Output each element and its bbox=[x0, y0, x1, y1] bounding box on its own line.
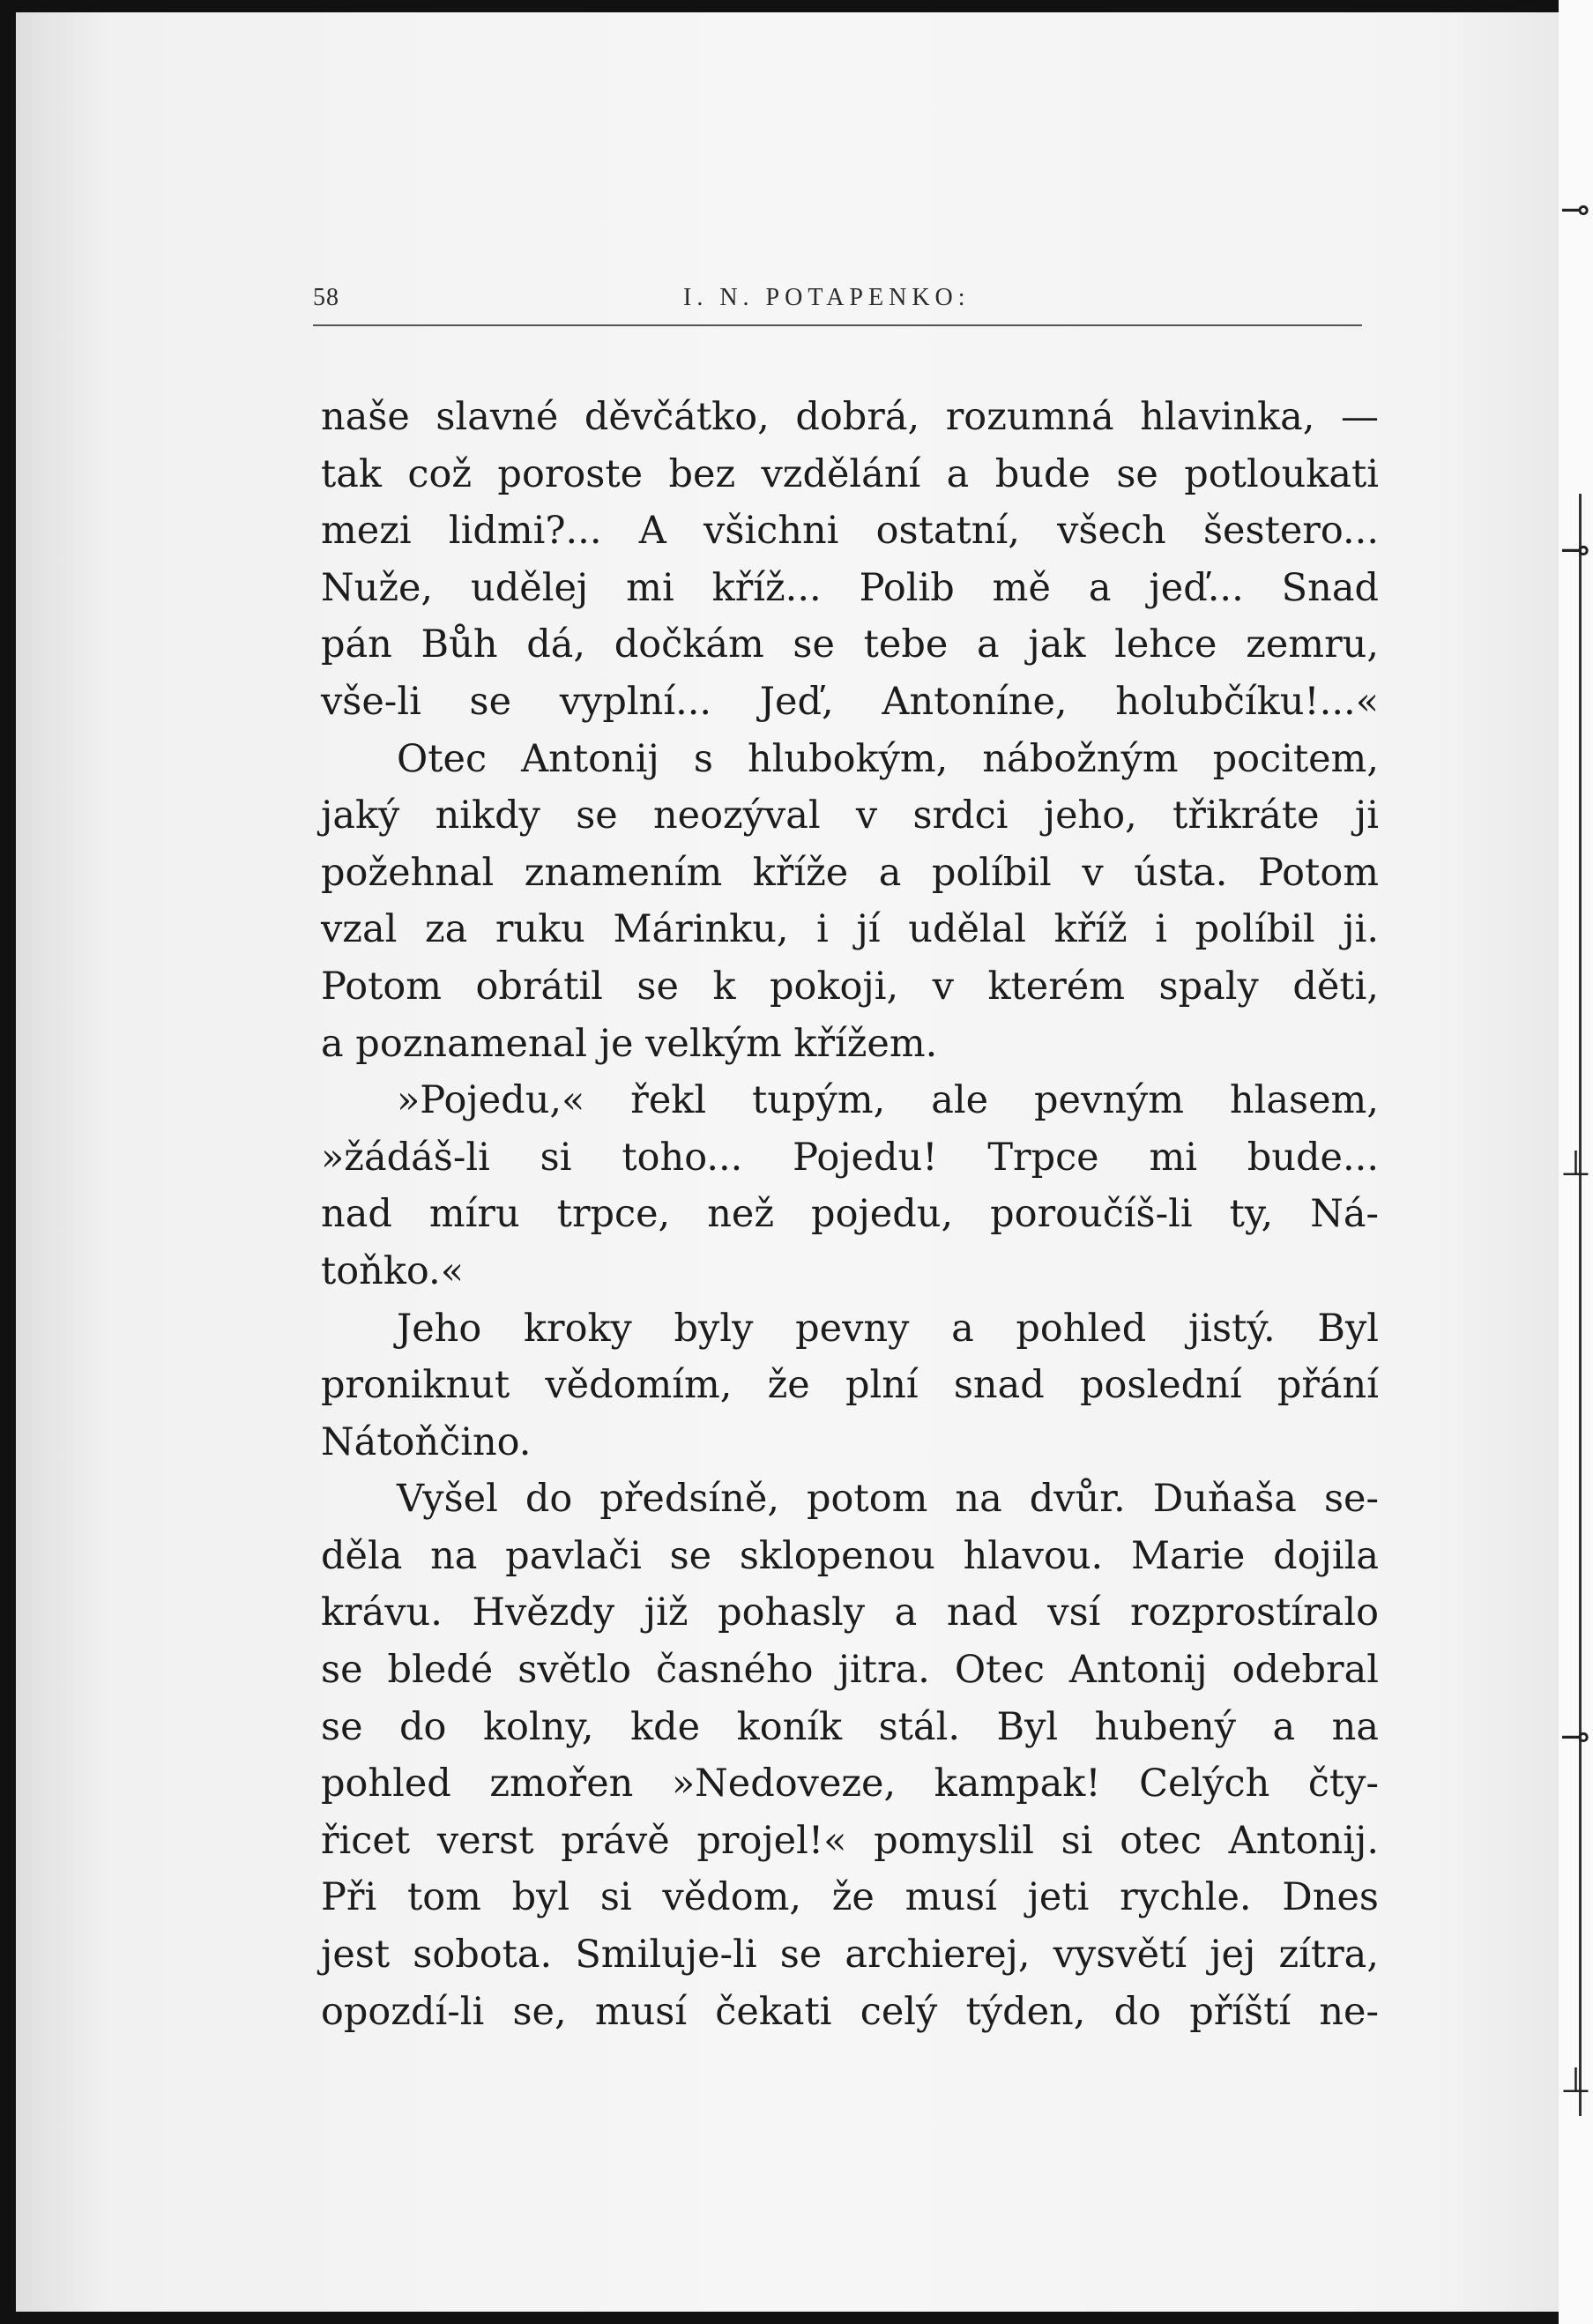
text-line: tak což poroste bez vzdělání a bude se potloukati bbox=[321, 451, 1379, 496]
text-line: mezi lidmi?... A všichni ostatní, všech šestero... bbox=[321, 509, 1379, 554]
running-head bbox=[313, 279, 1362, 326]
registration-mark-icon: ⊥ bbox=[1560, 2060, 1591, 2101]
text-line: proniknut vědomím, že plní snad poslední přání bbox=[321, 1363, 1379, 1408]
text-line: Otec Antonij s hlubokým, nábožným pocitem, bbox=[397, 736, 1379, 781]
book-page bbox=[16, 12, 1559, 2312]
text-line: naše slavné děvčátko, dobrá, rozumná hlavinka, — bbox=[321, 395, 1379, 439]
page-number: 58 bbox=[313, 284, 339, 311]
text-line: Nuže, udělej mi kříž... Polib mě a jeď... Snad bbox=[321, 565, 1379, 610]
registration-mark-icon: ⊥ bbox=[1560, 1143, 1591, 1184]
text-line: »žádáš-li si toho... Pojedu! Trpce mi bude... bbox=[321, 1135, 1379, 1180]
registration-mark-icon: ⊸ bbox=[1560, 530, 1590, 570]
text-line: toňko.« bbox=[321, 1248, 465, 1293]
text-line: děla na pavlači se sklopenou hlavou. Marie dojila bbox=[321, 1533, 1379, 1578]
text-line: pán Bůh dá, dočkám se tebe a jak lehce zemru, bbox=[321, 622, 1379, 667]
text-line: řicet verst právě projel!« pomyslil si otec Antonij. bbox=[321, 1818, 1379, 1863]
text-line: Vyšel do předsíně, potom na dvůr. Duňaša se- bbox=[397, 1477, 1379, 1522]
text-line: nad míru trpce, než pojedu, poroučíš-li ty, Ná- bbox=[321, 1192, 1379, 1237]
text-line: pohled zmořen »Nedoveze, kampak! Celých čty- bbox=[321, 1762, 1379, 1806]
text-line: se do kolny, kde koník stál. Byl hubený a na bbox=[321, 1704, 1379, 1749]
text-line: krávu. Hvězdy již pohasly a nad vsí rozprostíralo bbox=[321, 1590, 1379, 1635]
text-line: vzal za ruku Márinku, i jí udělal kříž i políbil ji. bbox=[321, 907, 1379, 952]
text-line: požehnal znamením kříže a políbil v ústa. Potom bbox=[321, 850, 1379, 895]
text-line: vše-li se vyplní... Jeď, Antoníne, holubčíku!...« bbox=[321, 679, 1379, 724]
text-line: jest sobota. Smiluje-li se archierej, vysvětí jej zítra, bbox=[321, 1933, 1379, 1978]
registration-mark-icon: ⊸ bbox=[1560, 190, 1590, 230]
text-line: »Pojedu,« řekl tupým, ale pevným hlasem, bbox=[397, 1078, 1379, 1123]
scan-edge-rule bbox=[1579, 494, 1582, 2116]
running-head-author: I. N. POTAPENKO: bbox=[683, 284, 971, 311]
text-line: Při tom byl si vědom, že musí jeti rychle. Dnes bbox=[321, 1875, 1379, 1920]
body-text bbox=[321, 389, 1379, 2040]
text-line: Potom obrátil se k pokoji, v kterém spaly děti, bbox=[321, 964, 1379, 1009]
text-line: Jeho kroky byly pevny a pohled jistý. Byl bbox=[397, 1306, 1379, 1351]
text-line: se bledé světlo časného jitra. Otec Antonij odebral bbox=[321, 1648, 1379, 1693]
text-line: opozdí-li se, musí čekati celý týden, do příští ne- bbox=[321, 1989, 1379, 2034]
registration-mark-icon: ⊸ bbox=[1560, 1717, 1590, 1757]
text-line: jaký nikdy se neozýval v srdci jeho, třikráte ji bbox=[321, 793, 1379, 838]
text-line: Nátoňčino. bbox=[321, 1419, 532, 1464]
text-line: a poznamenal je velkým křížem. bbox=[321, 1021, 938, 1066]
